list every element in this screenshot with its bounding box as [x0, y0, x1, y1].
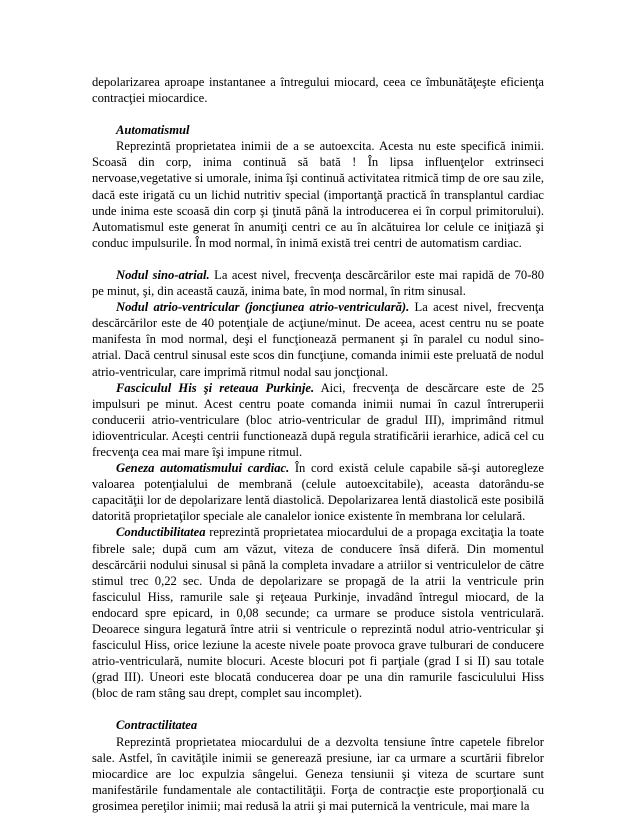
paragraph-sino-atrial	[92, 267, 544, 299]
paragraph-sino-atrial-text: La acest nivel, frecvenţa descărcărilor este mai rapidă de 70-80 pe minut, şi, din această cauză, inima bate, în mod normal, în ritm sinusal.	[92, 267, 545, 299]
paragraph-geneza-text: În cord există celule capabile să-şi autoregleze valoarea potenţialului de membrană (celule autoexcitabile), aceasta datorându-se capacităţii lor de depolarizare lentă diastolică. Depolarizarea lentă diastolică este posibilă datorită proprietaţilor speciale ale canalelor ionice existente în membrana lor celulară.	[92, 461, 544, 524]
spacer	[92, 106, 544, 122]
subheading-his-purkinje: Fasciculul His şi reteaua Purkinje.	[116, 380, 315, 395]
paragraph-atrio-ventricular-text: La acest nivel, frecvenţa descărcărilor este de 40 potenţiale de acţiune/minut. De aceea, acest centru nu se poate manifesta în mod normal, deşi el funcţionează permanent şi în paralel cu nodul sino-atrial. Dacă centrul sinusal este scos din funcţiune, comanda inimii este preluată de nodul atrio-ventricular, care imprimă ritmul nodal sau joncţional.	[92, 300, 544, 379]
paragraph-intro: depolarizarea aproape instantanee a întregului miocard, ceea ce îmbunătăţeşte eficienţa contracţiei miocardice.	[92, 75, 544, 106]
paragraph-geneza	[92, 460, 544, 524]
paragraph-conductibilitate	[92, 524, 544, 701]
paragraph-his-purkinje-text: Aici, frecvenţa de descărcare este de 25 impulsuri pe minut. Acest centru poate comanda inimii numai în cazul întreruperii conducerii atrio-ventriculare (bloc atrio-ventricular de gradul III), imprimând ritmul idioventricular. Aceşti centrii functionează după regula stratificării ierarhice, adică cel cu frecvenţa cea mai mare îşi impune ritmul.	[92, 380, 544, 459]
subheading-atrio-ventricular: Nodul atrio-ventricular (joncţiunea atrio-ventriculară).	[116, 300, 410, 315]
paragraph-automatism: Reprezintă proprietatea inimii de a se autoexcita. Acesta nu este specifică inimii. Scoasă din corp, inima continuă să bată ! În lipsa influenţelor extrinseci nervoase,vegetative si umorale, inima îşi continuă activitatea ritmică timp de ore sau zile, dacă este irigată cu un lichid nutritiv special (importanţă practică în transplantul cardiac unde inima este scoasă din corp şi ţinută până la introducerea ei în corpul primitorului). Automatismul este generat în anumiţi centri ce au în alcătuirea lor celule ce iniţiază şi conduc impulsurile. În mod normal, în inimă există trei centri de automatism cardiac.	[92, 139, 544, 250]
subheading-sino-atrial: Nodul sino-atrial.	[116, 267, 210, 282]
spacer	[92, 701, 544, 717]
paragraph-his-purkinje	[92, 380, 544, 460]
subheading-conductibilitate: Conductibilitatea	[116, 525, 206, 540]
spacer	[92, 251, 544, 267]
document-body	[92, 74, 544, 814]
paragraph-atrio-ventricular	[92, 299, 544, 379]
heading-automatism: Automatismul	[116, 123, 190, 138]
paragraph-conductibilitate-text: reprezintă proprietatea miocardului de a propaga excitaţia la toate fibrele sale; după cum am văzut, viteza de conducere însă diferă. Din momentul descărcării nodului sinusal si până la completa invadare a atriilor si ventriculelor de către stimul trec 0,22 sec. Unda de depolarizare se propagă de la atrii la ventricule prin fasciculul Hiss, ramurile sale şi reţeaua Purkinje, invadând întregul miocard, de la endocard spre epicard, in 0,08 secunde; ca urmare se produce sistola ventriculară. Deoarece singura legatură între atrii si ventricule o reprezintă nodul atrio-ventricular şi fasciculul Hiss, orice leziune la aceste nivele poate provoca grave tulburari de conducere atrio-ventriculară, numite blocuri. Aceste blocuri pot fi parţiale (grad I si II) sau totale (grad III). Uneori este blocată conducerea doar pe una din ramurile fasciculului Hiss (bloc de ram stâng sau drept, complet sau incomplet).	[92, 525, 544, 701]
paragraph-contractilitate: Reprezintă proprietatea miocardului de a dezvolta tensiune între capetele fibrelor sale. Astfel, în cavităţile inimii se generează presiune, iar ca urmare a scurtării fibrelor miocardice are loc expulzia sângelui. Geneza tensiunii şi viteza de scurtare sunt manifestările fundamentale ale contactilităţii. Forţa de contracţie este proporţională cu grosimea pereţilor inimii; mai redusă la atrii şi mai puternică la ventricule, mai mare la	[92, 734, 544, 813]
subheading-geneza: Geneza automatismului cardiac.	[116, 461, 290, 476]
heading-contractilitate: Contractilitatea	[116, 718, 198, 733]
